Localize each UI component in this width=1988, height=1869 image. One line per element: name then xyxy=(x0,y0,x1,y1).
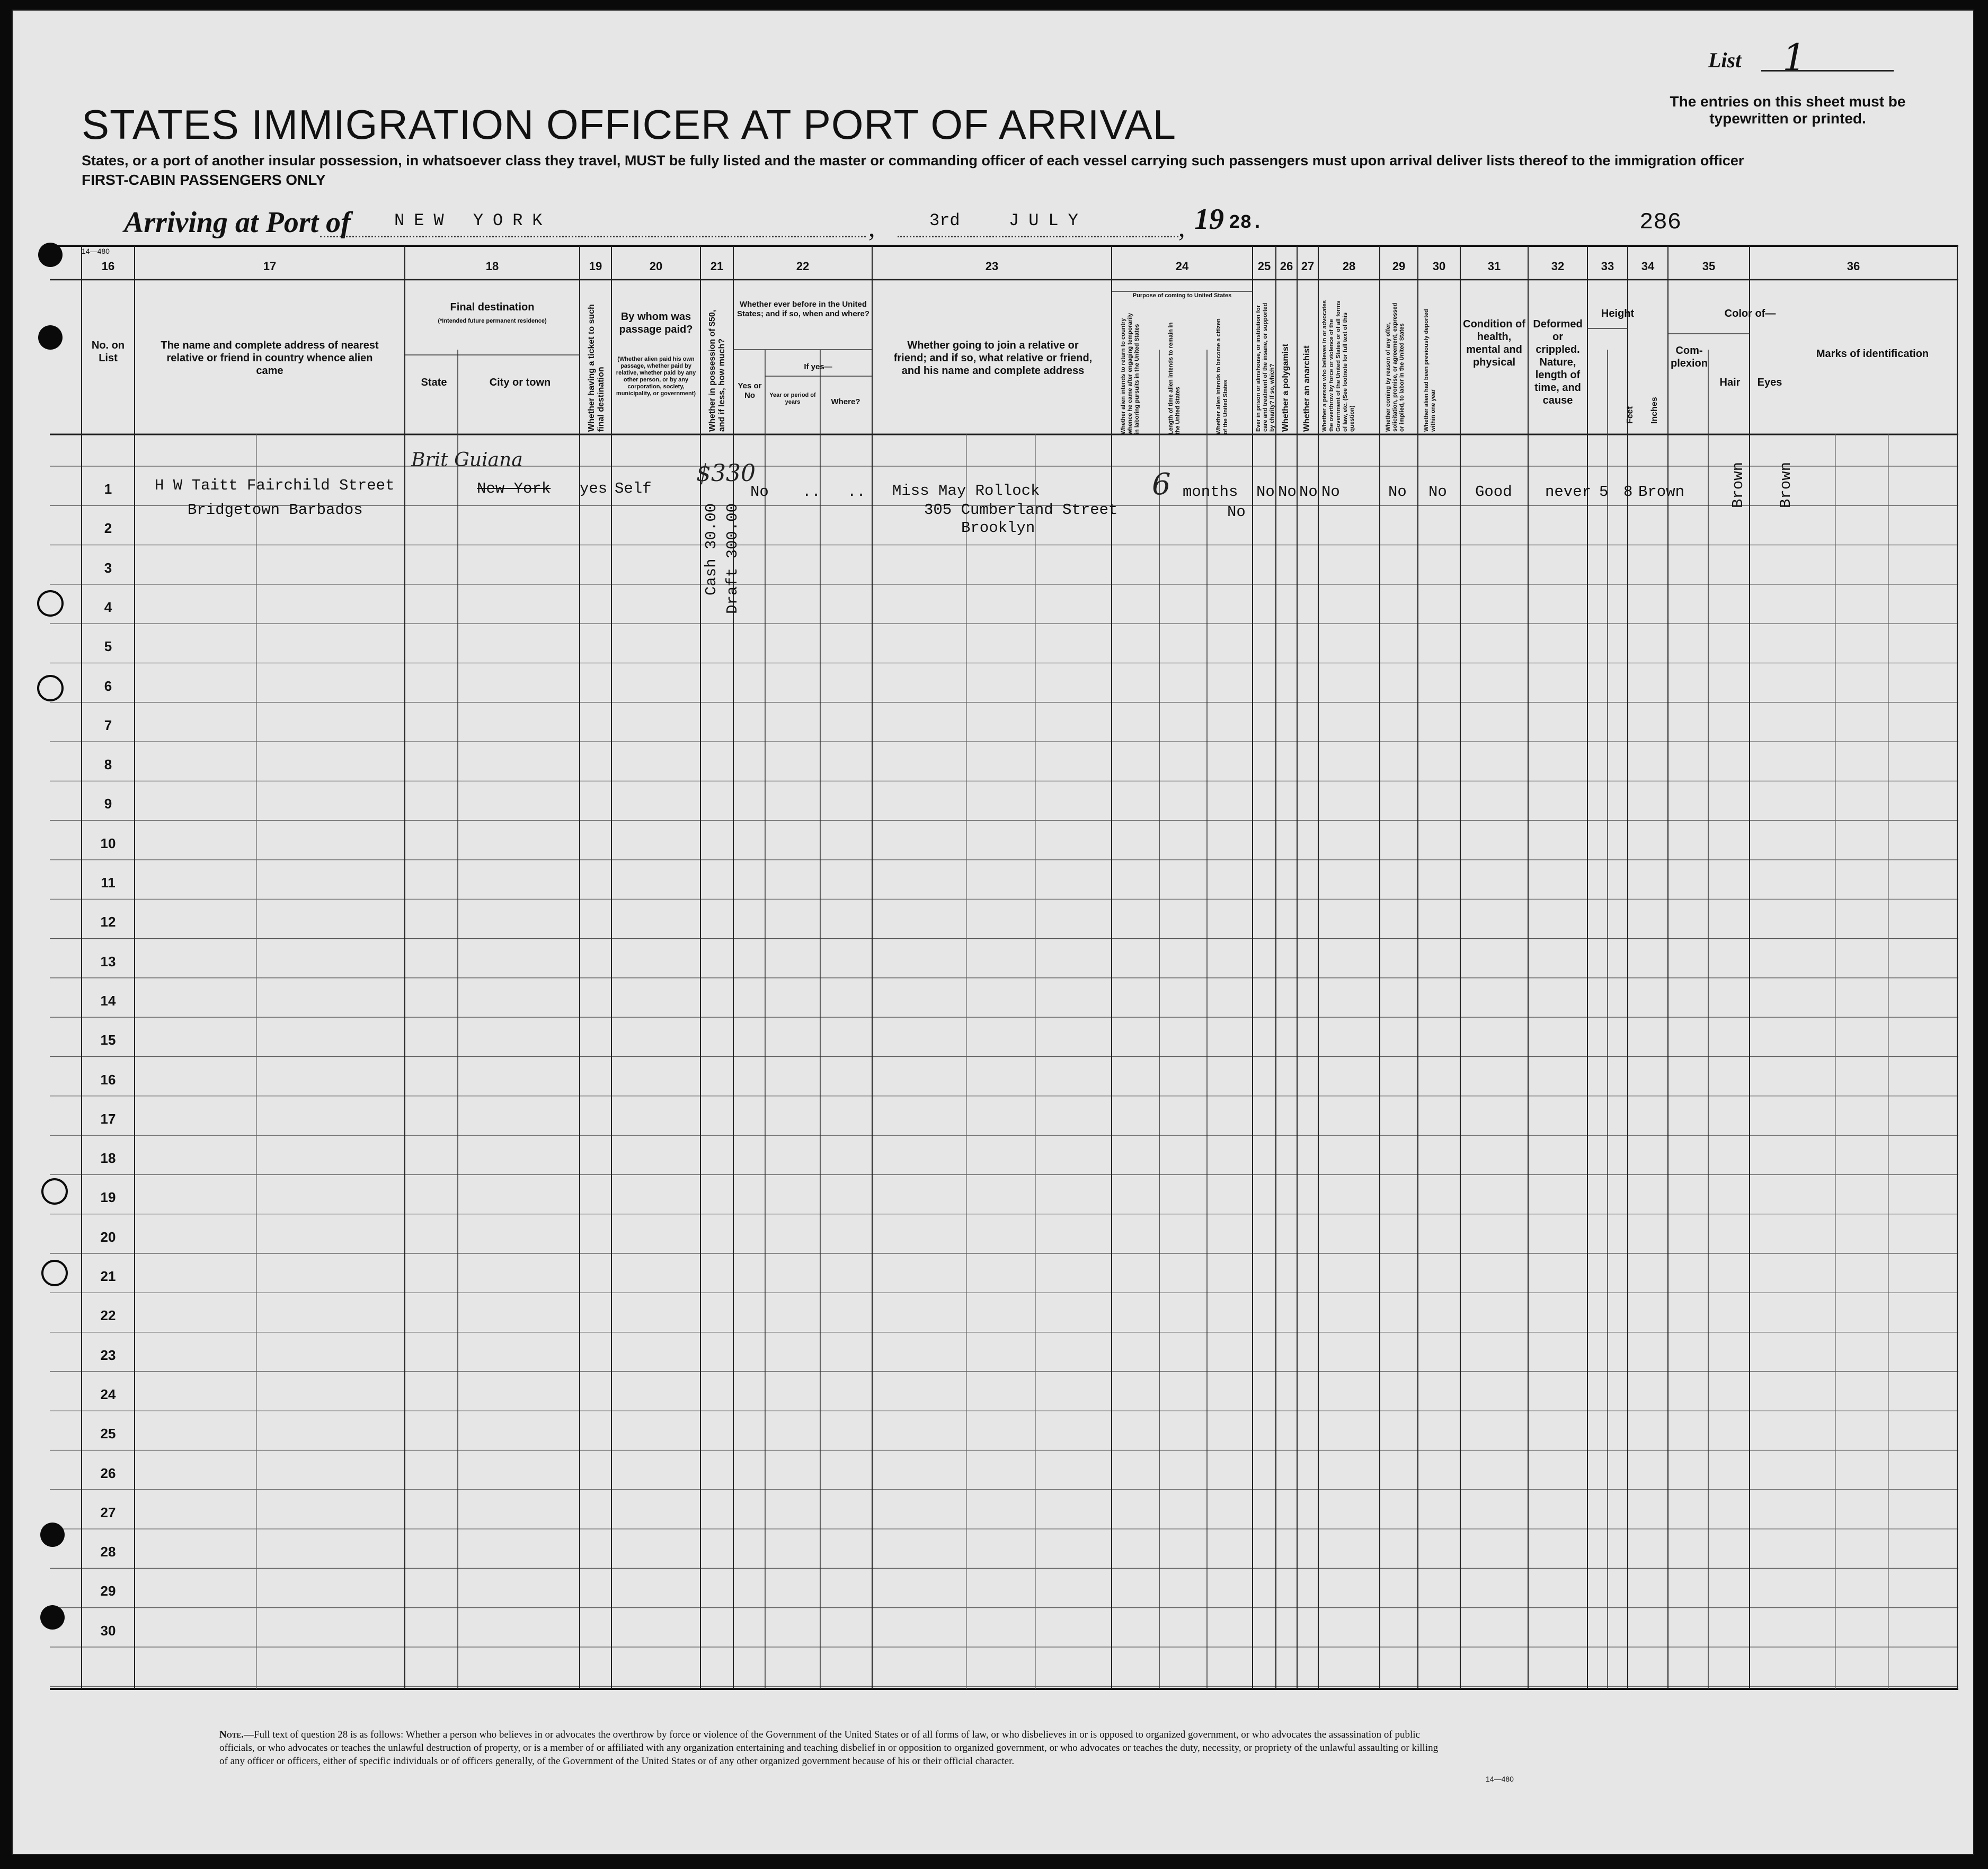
column-number-26: 26 xyxy=(1280,260,1293,273)
entry-length-unit: months xyxy=(1183,483,1238,501)
header-polygamist: Whether a polygamist xyxy=(1281,343,1290,432)
punch-hole xyxy=(37,590,64,617)
entry-before-in-us: No xyxy=(750,483,769,501)
row-number: 12 xyxy=(100,914,116,930)
header-fifty-dollars: Whether in possession of $50, and if less, how much? xyxy=(708,309,726,432)
row-number: 10 xyxy=(100,835,116,851)
column-number-30: 30 xyxy=(1432,260,1446,273)
row-number: 2 xyxy=(104,520,112,537)
header-yes-or-no: Yes or No xyxy=(738,381,762,400)
footnote-lead: Note. xyxy=(219,1729,244,1740)
header-become-citizen: Whether alien intends to become a citizen of the United States xyxy=(1215,318,1229,434)
header-overthrow: Whether a person who believes in or advocates the overthrow by force or violence of the Government of the United States or of all forms of law, etc. (See footnote for full text of this question) xyxy=(1321,300,1355,432)
header-purpose: Purpose of coming to United States xyxy=(1132,292,1232,299)
column-number-36: 36 xyxy=(1847,260,1860,273)
entry-labor-offer: No xyxy=(1388,483,1407,501)
header-join-relative: Whether going to join a relative or friend; and if so, what relative or friend, and his name and complete address xyxy=(893,340,1093,377)
arriving-label: Arriving at Port of xyxy=(124,206,351,239)
header-hair: Hair xyxy=(1719,377,1741,388)
entry-polygamist: No xyxy=(1278,483,1297,501)
column-number-25: 25 xyxy=(1257,260,1271,273)
header-state: State xyxy=(421,377,447,388)
row-number: 8 xyxy=(104,756,112,773)
row-number: 26 xyxy=(100,1465,116,1481)
punch-hole xyxy=(41,1178,68,1205)
column-number-27: 27 xyxy=(1301,260,1315,273)
row-number: 22 xyxy=(100,1307,116,1324)
header-feet: Feet xyxy=(1626,406,1635,424)
column-number-18: 18 xyxy=(485,260,499,273)
header-anarchist: Whether an anarchist xyxy=(1302,345,1311,432)
entry-deported: No xyxy=(1428,483,1447,501)
header-inches: Inches xyxy=(1650,397,1659,424)
row-number: 29 xyxy=(100,1583,116,1599)
row-number: 30 xyxy=(100,1622,116,1639)
header-before-in-us: Whether ever before in the United States; and if so, when and where? xyxy=(736,300,870,318)
entry-health: Good xyxy=(1475,483,1512,501)
column-number-16: 16 xyxy=(101,260,115,273)
header-year-period: Year or period of years xyxy=(769,392,816,405)
entry-overthrow: No xyxy=(1321,483,1340,501)
date-day: 3rd xyxy=(929,211,960,230)
entry-join-line2: 305 Cumberland Street xyxy=(924,501,1118,519)
column-number-29: 29 xyxy=(1392,260,1406,273)
entry-state-handwritten: Brit Guiana xyxy=(411,449,523,471)
header-city: City or town xyxy=(489,377,551,388)
column-number-31: 31 xyxy=(1487,260,1501,273)
header-purpose-return: Whether alien intends to return to country whence he came after engaging temporarily in laboring pursuits in the United States xyxy=(1120,313,1140,434)
page-number: 286 xyxy=(1639,209,1682,236)
punch-hole xyxy=(41,1260,68,1286)
column-number-17: 17 xyxy=(263,260,277,273)
year-suffix: 28. xyxy=(1229,212,1263,234)
entry-length-number: 6 xyxy=(1152,467,1171,502)
punch-hole xyxy=(37,675,64,701)
column-number-19: 19 xyxy=(589,260,602,273)
header-health: Condition of health, mental and physical xyxy=(1463,318,1525,368)
header-color-of: Color of— xyxy=(1724,308,1776,319)
header-no-on-list: No. on List xyxy=(91,340,125,364)
port-dotted-line xyxy=(320,236,866,237)
row-number: 1 xyxy=(104,481,112,497)
entry-where-ditto: .. xyxy=(847,483,866,501)
row-number: 3 xyxy=(104,559,112,576)
row-number: 24 xyxy=(100,1386,116,1402)
entry-citizen: No xyxy=(1227,503,1246,521)
row-number: 25 xyxy=(100,1426,116,1442)
column-number-32: 32 xyxy=(1551,260,1565,273)
punch-hole xyxy=(40,1523,65,1547)
footnote xyxy=(219,1728,1449,1768)
row-number: 28 xyxy=(100,1544,116,1560)
header-complexion: Com-plexion xyxy=(1670,345,1708,369)
row-number: 20 xyxy=(100,1229,116,1245)
row-number: 11 xyxy=(101,875,116,891)
column-number-24: 24 xyxy=(1175,260,1189,273)
row-number: 17 xyxy=(100,1110,116,1127)
row-number: 14 xyxy=(100,992,116,1009)
entry-city: New York xyxy=(477,480,551,497)
entry-paid-by: Self xyxy=(615,480,652,497)
header-passage-paid: By whom was passage paid? xyxy=(619,311,693,335)
list-underline xyxy=(1761,70,1894,72)
column-number-21: 21 xyxy=(710,260,724,273)
entry-join-line3: Brooklyn xyxy=(961,519,1035,537)
entry-eyes: Brown xyxy=(1777,462,1795,509)
header-if-yes: If yes— xyxy=(804,362,832,371)
entry-deformed: never xyxy=(1545,483,1592,501)
table-grid xyxy=(13,11,1973,1854)
column-number-23: 23 xyxy=(985,260,999,273)
column-number-34: 34 xyxy=(1641,260,1655,273)
column-number-33: 33 xyxy=(1601,260,1614,273)
row-number: 18 xyxy=(100,1150,116,1167)
punch-hole xyxy=(38,243,63,267)
row-number: 13 xyxy=(100,953,116,969)
entry-money-handwritten: $330 xyxy=(696,460,756,487)
header-length-of-stay: Length of time alien intends to remain in the United States xyxy=(1168,322,1181,434)
header-passage-paid-note: (Whether alien paid his own passage, whether paid by relative, whether paid by any other person, or by any corporation, society, municipality, or government) xyxy=(616,356,696,397)
header-relative-address: The name and complete address of nearest relative or friend in country whence alien came xyxy=(161,340,379,377)
entry-hair: Brown xyxy=(1729,462,1747,509)
row-number: 27 xyxy=(100,1504,116,1520)
header-final-destination-note: (*Intended future permanent residence) xyxy=(438,318,547,324)
entry-inches: 8 xyxy=(1623,483,1633,501)
entry-money-cash: Cash 30.00 xyxy=(703,503,720,596)
year-prefix: 19 xyxy=(1194,203,1224,236)
page-subtitle: States, or a port of another insular possession, in whatsoever class they travel, MUST be fully listed and the master or commanding officer of each vessel carrying such passengers must upon arrival deliver lists thereof to the immigration officer xyxy=(82,153,1744,168)
date-dotted-line xyxy=(898,236,1178,237)
entry-year-ditto: .. xyxy=(802,483,821,501)
page-title: STATES IMMIGRATION OFFICER AT PORT OF ARRIVAL xyxy=(82,101,1177,148)
header-deported: Whether alien had been previously deported within one year xyxy=(1423,309,1436,432)
entry-feet: 5 xyxy=(1599,483,1609,501)
row-number: 9 xyxy=(104,796,112,812)
comma-separator: , xyxy=(868,212,875,242)
header-ticket: Whether having a ticket to such final destination xyxy=(587,304,606,432)
comma-separator: , xyxy=(1178,212,1185,242)
entry-prison: No xyxy=(1256,483,1275,501)
column-number-22: 22 xyxy=(796,260,810,273)
column-number-35: 35 xyxy=(1702,260,1716,273)
list-number: 1 xyxy=(1782,36,1806,79)
row-number: 4 xyxy=(104,599,112,615)
punch-hole xyxy=(40,1605,65,1630)
entry-relative-line1: H W Taitt Fairchild Street xyxy=(155,477,395,494)
port-value: NEW YORK xyxy=(394,211,552,230)
row-number: 23 xyxy=(100,1347,116,1363)
entry-relative-line2: Bridgetown Barbados xyxy=(188,501,363,519)
header-height: Height xyxy=(1601,308,1635,319)
header-labor-offer: Whether coming by reason of any offer, solicitation, promise, or agreement, expressed or implied, to labor in the United States xyxy=(1385,302,1405,432)
column-number-28: 28 xyxy=(1342,260,1356,273)
entry-money-draft: Draft 300.00 xyxy=(724,503,741,614)
row-number: 15 xyxy=(100,1032,116,1048)
row-number: 21 xyxy=(100,1268,116,1284)
passenger-class-label: FIRST-CABIN PASSENGERS ONLY xyxy=(82,172,326,188)
form-code-footer: 14—480 xyxy=(1486,1775,1514,1783)
entry-anarchist: No xyxy=(1299,483,1318,501)
row-number: 6 xyxy=(104,678,112,694)
list-label: List xyxy=(1708,48,1742,72)
typewritten-instructions: The entries on this sheet must be typewritten or printed. xyxy=(1670,93,1906,127)
date-month: JULY xyxy=(1009,211,1088,230)
header-deformed: Deformed or crippled. Nature, length of time, and cause xyxy=(1533,318,1583,406)
header-eyes: Eyes xyxy=(1757,377,1782,388)
header-marks: Marks of identification xyxy=(1816,348,1929,360)
entry-complexion: Brown xyxy=(1638,483,1685,501)
punch-hole xyxy=(38,325,63,350)
form-code: 14—480 xyxy=(82,247,110,255)
header-where: Where? xyxy=(831,397,860,406)
header-final-destination: Final destination xyxy=(450,301,535,313)
manifest-sheet xyxy=(12,10,1974,1855)
footnote-text: —Full text of question 28 is as follows: Whether a person who believes in or advocates the overthrow by force or violence of the Government of the United States or of all forms of law, or who disbelieves in or is opposed to organized government, or who advocates the assassination of public officials, or who advocates or teaches the unlawful destruction of property, or is a member of or affiliated with any organization entertaining and teaching disbelief in or opposition to organized government, or who advocates or teaches the duty, necessity, or propriety of the unlawful assaulting or killing of any officer or officers, either of specific individuals or of officers generally, of the Government of the United States or of any other organized government because of his or their official character. xyxy=(219,1729,1439,1767)
row-number: 7 xyxy=(104,717,112,733)
entry-ticket: yes xyxy=(580,480,608,497)
entry-join-line1: Miss May Rollock xyxy=(892,482,1040,500)
row-number: 5 xyxy=(104,638,112,655)
column-number-20: 20 xyxy=(649,260,663,273)
row-number: 19 xyxy=(100,1189,116,1206)
row-number: 16 xyxy=(100,1071,116,1088)
header-prison: Ever in prison or almshouse, or institution for care and treatment of the insane, or supported by charity? If so, which? xyxy=(1255,302,1275,432)
